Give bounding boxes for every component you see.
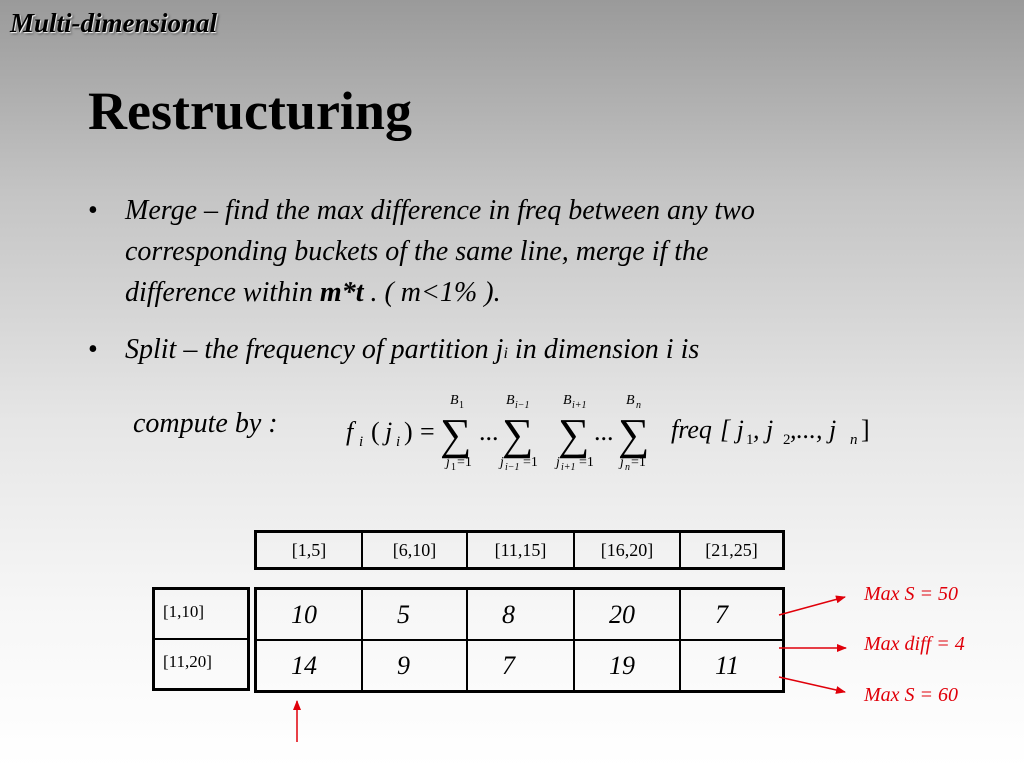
split-text-pre: Split – the frequency of partition j — [125, 334, 504, 365]
sum1-upper-sub: 1 — [459, 400, 464, 411]
table-cell: 10 — [291, 599, 317, 629]
formula-f: f — [346, 417, 354, 446]
column-header: [11,15] — [467, 532, 574, 569]
sum4-upper: B — [626, 393, 635, 408]
sum3-lower-eq: =1 — [579, 455, 594, 470]
table-cell: 14 — [256, 640, 363, 692]
sum4-lower-j: j — [620, 455, 624, 470]
formula-arg-sep: , j — [753, 415, 774, 444]
formula-f-sub: i — [359, 434, 364, 450]
column-header: [1,5] — [291, 539, 327, 560]
formula-arg2-sub: 2 — [783, 432, 791, 448]
compute-by-label: compute by : — [133, 408, 278, 439]
merge-line-1: Merge – find the max difference in freq between any two — [125, 195, 755, 226]
sum3-sigma: ∑ — [558, 410, 590, 459]
formula-arg1-sub: 1 — [746, 432, 754, 448]
sum4-lower-sub: n — [625, 462, 630, 473]
formula-equals: = — [420, 417, 435, 446]
merge-threshold-bold: m*t — [319, 277, 364, 308]
formula-args-close: ] — [861, 415, 870, 444]
sum2-upper-sub: i−1 — [515, 400, 530, 411]
column-header: [16,20] — [574, 532, 680, 569]
sum1-lower-eq: =1 — [457, 455, 472, 470]
table-cell: 5 — [362, 589, 467, 641]
merge-line-3-post: . ( m<1% ). — [363, 277, 501, 308]
formula-freq: freq — [671, 415, 712, 444]
sum1-lower-j: j — [446, 455, 450, 470]
arrow-to-max-s-bottom — [779, 677, 845, 692]
sum1-lower-sub: 1 — [451, 462, 456, 473]
table-cell: 7 — [680, 589, 784, 641]
sum4-sigma: ∑ — [618, 410, 650, 459]
sum3-upper: B — [563, 393, 572, 408]
annotation-max-diff: Max diff = 4 — [864, 633, 965, 655]
sum2-lower-j: j — [500, 455, 504, 470]
table-cell: 8 — [467, 589, 574, 641]
table-cell: 11 — [680, 640, 784, 692]
sum4-lower-eq: =1 — [631, 455, 646, 470]
formula-j: j — [385, 417, 393, 446]
bullet-dot: • — [88, 334, 98, 365]
column-header: [6,10] — [362, 532, 467, 569]
sum3-lower-j: j — [556, 455, 560, 470]
formula-arg-mid: ,..., j — [790, 415, 837, 444]
split-subscript: i — [503, 345, 508, 362]
sum1-sigma: ∑ — [440, 410, 472, 459]
formula-dots-1: ... — [479, 417, 499, 446]
sum2-lower-eq: =1 — [523, 455, 538, 470]
slide-title: Restructuring — [88, 81, 412, 141]
table-cell: 19 — [574, 640, 680, 692]
sum2-sigma: ∑ — [502, 410, 534, 459]
split-text-post: in dimension i is — [507, 334, 700, 365]
table-cell: 9 — [362, 640, 467, 692]
merge-line-2: corresponding buckets of the same line, merge if the — [125, 236, 709, 267]
formula-args-open: [ j — [720, 415, 744, 444]
formula-close-paren: ) — [404, 417, 413, 446]
column-header: [21,25] — [680, 532, 784, 569]
row-header-label: [11,20] — [163, 652, 212, 671]
formula-j-sub: i — [396, 434, 401, 450]
sum3-upper-sub: i+1 — [572, 400, 587, 411]
sum2-lower-sub: i−1 — [505, 462, 520, 473]
formula-dots-2: ... — [594, 417, 614, 446]
sum1-upper: B — [450, 393, 459, 408]
table-cell: 7 — [467, 640, 574, 692]
table-cell: 20 — [574, 589, 680, 641]
bullet-dot: • — [88, 195, 98, 226]
sum4-upper-sub: n — [636, 400, 641, 411]
annotation-max-s-bottom: Max S = 60 — [864, 684, 959, 706]
sum2-upper: B — [506, 393, 515, 408]
sum3-lower-sub: i+1 — [561, 462, 576, 473]
arrow-to-max-s-top — [779, 597, 845, 615]
formula-open-paren: ( — [371, 417, 380, 446]
formula-argn-sub: n — [850, 432, 858, 448]
slide-top-label: Multi-dimensional — [10, 8, 218, 38]
annotation-max-s-top: Max S = 50 — [864, 583, 959, 605]
row-header-label: [1,10] — [163, 602, 205, 621]
merge-line-3-pre: difference within — [125, 277, 320, 308]
